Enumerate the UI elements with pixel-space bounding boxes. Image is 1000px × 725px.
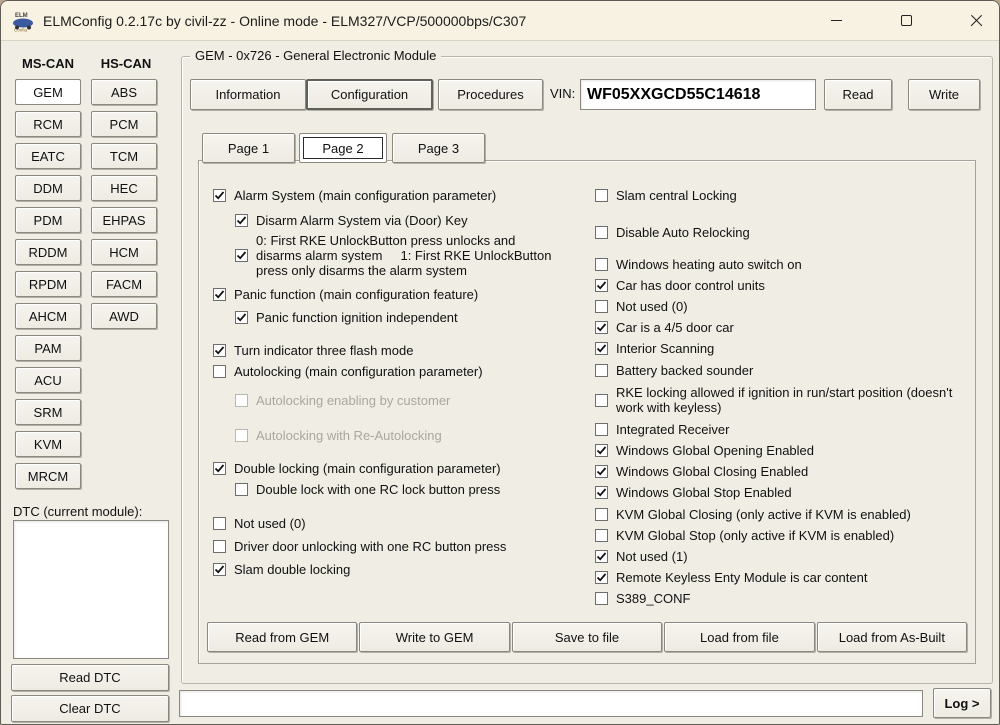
sidebar-module-hcm-button[interactable]: HCM — [91, 239, 157, 265]
checkbox-windows-global-stop-enabled[interactable] — [595, 486, 608, 499]
checkbox-turn-indicator-three-flash-mode[interactable] — [213, 344, 226, 357]
checkbox-driver-door-unlocking-with-one-rc-button-p[interactable] — [213, 540, 226, 553]
checkbox-row-double-lock-with-one-rc-lock-button-press — [235, 479, 569, 500]
checkbox-label-not-used-1: Not used (1) — [616, 549, 688, 564]
sidebar-module-rcm-button[interactable]: RCM — [15, 111, 81, 137]
sidebar-module-tcm-button[interactable]: TCM — [91, 143, 157, 169]
checkbox-row-slam-central-locking — [595, 185, 971, 206]
sidebar-module-facm-button[interactable]: FACM — [91, 271, 157, 297]
module-column-ms-can — [15, 79, 81, 495]
checkbox-label-double-locking-main-configuration-paramete: Double locking (main configuration parameter) — [234, 461, 501, 476]
sidebar-module-ddm-button[interactable]: DDM — [15, 175, 81, 201]
write-button[interactable]: Write — [908, 79, 980, 110]
checkbox-0-first-rke-unlockbutton-press-unlocks-and[interactable] — [235, 249, 248, 262]
checkbox-disarm-alarm-system-via-door-key[interactable] — [235, 214, 248, 227]
checkbox-remote-keyless-enty-module-is-car-content[interactable] — [595, 571, 608, 584]
checkbox-rke-locking-allowed-if-ignition-in-run-sta[interactable] — [595, 394, 608, 407]
checkbox-autolocking-enabling-by-customer — [235, 394, 248, 407]
checkbox-panic-function-main-configuration-feature[interactable] — [213, 288, 226, 301]
checkbox-row-windows-global-stop-enabled — [595, 482, 971, 503]
checkbox-autolocking-with-re-autolocking — [235, 429, 248, 442]
checkbox-label-interior-scanning: Interior Scanning — [616, 341, 715, 356]
checkbox-label-windows-global-closing-enabled: Windows Global Closing Enabled — [616, 464, 809, 479]
checkbox-label-0-first-rke-unlockbutton-press-unlocks-and: 0: First RKE UnlockButton press unlocks and disarms alarm system 1: First RKE UnlockButton press only disarms the alarm system — [256, 233, 552, 278]
checkbox-row-remote-keyless-enty-module-is-car-content — [595, 567, 971, 588]
window-title: ELMConfig 0.2.17c by civil-zz - Online mode - ELM327/VCP/500000bps/C307 — [43, 12, 527, 29]
checkbox-row-car-has-door-control-units — [595, 275, 971, 296]
checkbox-row-0-first-rke-unlockbutton-press-unlocks-and — [235, 233, 569, 278]
checkbox-kvm-global-closing-only-active-if-kvm-is-e[interactable] — [595, 508, 608, 521]
checkbox-row-turn-indicator-three-flash-mode — [213, 340, 569, 361]
checkbox-row-driver-door-unlocking-with-one-rc-button-p — [213, 536, 569, 557]
checkbox-car-has-door-control-units[interactable] — [595, 279, 608, 292]
checkbox-label-s389-conf: S389_CONF — [616, 591, 691, 606]
sidebar-module-awd-button[interactable]: AWD — [91, 303, 157, 329]
minimize-button[interactable] — [813, 1, 859, 40]
checkbox-row-battery-backed-sounder — [595, 360, 971, 381]
dtc-label: DTC (current module): — [13, 504, 143, 519]
page-button-page-1[interactable]: Page 1 — [202, 133, 295, 163]
checkbox-integrated-receiver[interactable] — [595, 423, 608, 436]
checkbox-disable-auto-relocking[interactable] — [595, 226, 608, 239]
close-button[interactable] — [953, 1, 999, 40]
sidebar-module-gem-button[interactable]: GEM — [15, 79, 81, 105]
checkbox-row-disarm-alarm-system-via-door-key — [235, 210, 569, 231]
checkbox-label-not-used-0: Not used (0) — [616, 299, 688, 314]
sidebar-module-pdm-button[interactable]: PDM — [15, 207, 81, 233]
checkbox-label-rke-locking-allowed-if-ignition-in-run-sta: RKE locking allowed if ignition in run/start position (doesn't work with keyless) — [616, 385, 953, 415]
sidebar-module-eatc-button[interactable]: EATC — [15, 143, 81, 169]
checkbox-column-left — [213, 185, 569, 580]
checkbox-panic-function-ignition-independent[interactable] — [235, 311, 248, 324]
checkbox-windows-heating-auto-switch-on[interactable] — [595, 258, 608, 271]
checkbox-battery-backed-sounder[interactable] — [595, 364, 608, 377]
checkbox-label-autolocking-main-configuration-parameter: Autolocking (main configuration parameter) — [234, 364, 483, 379]
tab-information[interactable]: Information — [190, 79, 306, 110]
page-button-page-3[interactable]: Page 3 — [392, 133, 485, 163]
checkbox-autolocking-main-configuration-parameter[interactable] — [213, 365, 226, 378]
load-from-as-built-button[interactable]: Load from As-Built — [817, 622, 967, 652]
svg-text:Config: Config — [14, 27, 28, 32]
checkbox-not-used-0[interactable] — [213, 517, 226, 530]
checkbox-column-right — [595, 185, 971, 609]
sidebar-module-pcm-button[interactable]: PCM — [91, 111, 157, 137]
focus-rectangle — [303, 137, 383, 159]
checkbox-row-not-used-0 — [213, 513, 569, 534]
maximize-icon — [901, 15, 912, 26]
checkbox-row-rke-locking-allowed-if-ignition-in-run-sta — [595, 385, 971, 415]
checkbox-row-windows-heating-auto-switch-on — [595, 254, 971, 275]
module-column-hs-can — [91, 79, 157, 495]
sidebar-module-rddm-button[interactable]: RDDM — [15, 239, 81, 265]
checkbox-car-is-a-4-5-door-car[interactable] — [595, 321, 608, 334]
checkbox-row-car-is-a-4-5-door-car — [595, 317, 971, 338]
checkbox-label-car-is-a-4-5-door-car: Car is a 4/5 door car — [616, 320, 734, 335]
checkbox-alarm-system-main-configuration-parameter[interactable] — [213, 189, 226, 202]
checkbox-row-s389-conf — [595, 588, 971, 609]
checkbox-label-alarm-system-main-configuration-parameter: Alarm System (main configuration parameter) — [234, 188, 497, 203]
checkbox-label-double-lock-with-one-rc-lock-button-press: Double lock with one RC lock button press — [256, 482, 501, 497]
app-logo-icon — [11, 10, 35, 32]
config-action-buttons — [207, 622, 967, 652]
checkbox-row-windows-global-opening-enabled — [595, 440, 971, 461]
checkbox-label-autolocking-enabling-by-customer: Autolocking enabling by customer — [256, 393, 451, 408]
checkbox-slam-central-locking[interactable] — [595, 189, 608, 202]
tab-procedures[interactable]: Procedures — [438, 79, 543, 110]
maximize-button[interactable] — [883, 1, 929, 40]
checkbox-label-kvm-global-closing-only-active-if-kvm-is-e: KVM Global Closing (only active if KVM is enabled) — [616, 507, 911, 522]
checkbox-label-slam-double-locking: Slam double locking — [234, 562, 351, 577]
checkbox-windows-global-opening-enabled[interactable] — [595, 444, 608, 457]
bus-header-hs-can: HS-CAN — [100, 56, 152, 71]
gem-groupbox — [181, 48, 993, 684]
checkbox-label-disarm-alarm-system-via-door-key: Disarm Alarm System via (Door) Key — [256, 213, 468, 228]
caption-button-group — [789, 1, 999, 40]
sidebar-module-srm-button[interactable]: SRM — [15, 399, 81, 425]
checkbox-label-driver-door-unlocking-with-one-rc-button-p: Driver door unlocking with one RC button press — [234, 539, 507, 554]
bus-column-headers — [13, 56, 171, 71]
checkbox-label-disable-auto-relocking: Disable Auto Relocking — [616, 225, 750, 240]
checkbox-not-used-1[interactable] — [595, 550, 608, 563]
checkbox-label-turn-indicator-three-flash-mode: Turn indicator three flash mode — [234, 343, 414, 358]
checkbox-row-panic-function-main-configuration-feature — [213, 284, 569, 305]
checkbox-row-windows-global-closing-enabled — [595, 461, 971, 482]
checkbox-row-autolocking-main-configuration-parameter — [213, 361, 569, 382]
checkbox-s389-conf[interactable] — [595, 592, 608, 605]
checkbox-label-autolocking-with-re-autolocking: Autolocking with Re-Autolocking — [256, 428, 442, 443]
sidebar-module-mrcm-button[interactable]: MRCM — [15, 463, 81, 489]
read-from-gem-button[interactable]: Read from GEM — [207, 622, 357, 652]
checkbox-label-windows-heating-auto-switch-on: Windows heating auto switch on — [616, 257, 802, 272]
log-toggle-button[interactable]: Log > — [933, 688, 991, 718]
checkbox-label-panic-function-ignition-independent: Panic function ignition independent — [256, 310, 458, 325]
checkbox-label-car-has-door-control-units: Car has door control units — [616, 278, 765, 293]
checkbox-row-integrated-receiver — [595, 419, 971, 440]
close-icon — [970, 14, 983, 27]
tab-configuration[interactable]: Configuration — [306, 79, 433, 110]
dtc-listbox[interactable] — [13, 520, 169, 659]
write-to-gem-button[interactable]: Write to GEM — [359, 622, 509, 652]
checkbox-row-not-used-1 — [595, 546, 971, 567]
checkbox-row-kvm-global-closing-only-active-if-kvm-is-e — [595, 504, 971, 525]
checkbox-label-integrated-receiver: Integrated Receiver — [616, 422, 730, 437]
sidebar-module-ehpas-button[interactable]: EHPAS — [91, 207, 157, 233]
page-button-page-2[interactable]: Page 2 — [299, 133, 387, 163]
checkbox-row-not-used-0 — [595, 296, 971, 317]
checkbox-row-double-locking-main-configuration-paramete — [213, 458, 569, 479]
checkbox-label-slam-central-locking: Slam central Locking — [616, 188, 737, 203]
clear-dtc-button[interactable]: Clear DTC — [11, 695, 169, 722]
checkbox-label-remote-keyless-enty-module-is-car-content: Remote Keyless Enty Module is car content — [616, 570, 868, 585]
checkbox-row-autolocking-with-re-autolocking — [235, 425, 569, 446]
checkbox-slam-double-locking[interactable] — [213, 563, 226, 576]
checkbox-label-not-used-0: Not used (0) — [234, 516, 306, 531]
checkbox-label-panic-function-main-configuration-feature: Panic function (main configuration feature) — [234, 287, 479, 302]
svg-text:ELM: ELM — [15, 12, 28, 19]
sidebar-module-rpdm-button[interactable]: RPDM — [15, 271, 81, 297]
checkbox-row-panic-function-ignition-independent — [235, 307, 569, 328]
sidebar-module-hec-button[interactable]: HEC — [91, 175, 157, 201]
checkbox-label-kvm-global-stop-only-active-if-kvm-is-enab: KVM Global Stop (only active if KVM is enabled) — [616, 528, 895, 543]
checkbox-label-windows-global-stop-enabled: Windows Global Stop Enabled — [616, 485, 792, 500]
read-button[interactable]: Read — [824, 79, 892, 110]
checkbox-row-interior-scanning — [595, 338, 971, 359]
sidebar-module-acu-button[interactable]: ACU — [15, 367, 81, 393]
checkbox-row-disable-auto-relocking — [595, 222, 971, 243]
sidebar-module-ahcm-button[interactable]: AHCM — [15, 303, 81, 329]
checkbox-label-windows-global-opening-enabled: Windows Global Opening Enabled — [616, 443, 815, 458]
checkbox-not-used-0[interactable] — [595, 300, 608, 313]
sidebar-module-kvm-button[interactable]: KVM — [15, 431, 81, 457]
title-bar — [1, 1, 999, 41]
checkbox-row-alarm-system-main-configuration-parameter — [213, 185, 569, 206]
checkbox-row-autolocking-enabling-by-customer — [235, 390, 569, 411]
gem-groupbox-title: GEM - 0x726 - General Electronic Module — [190, 48, 441, 63]
load-from-file-button[interactable]: Load from file — [664, 622, 814, 652]
sidebar-module-abs-button[interactable]: ABS — [91, 79, 157, 105]
sidebar-module-pam-button[interactable]: PAM — [15, 335, 81, 361]
minimize-icon — [831, 20, 842, 22]
bus-header-ms-can: MS-CAN — [22, 56, 74, 71]
checkbox-label-battery-backed-sounder: Battery backed sounder — [616, 363, 754, 378]
save-to-file-button[interactable]: Save to file — [512, 622, 662, 652]
checkbox-windows-global-closing-enabled[interactable] — [595, 465, 608, 478]
configuration-page-panel — [198, 160, 976, 664]
module-button-columns — [15, 79, 157, 495]
read-dtc-button[interactable]: Read DTC — [11, 664, 169, 691]
checkbox-double-lock-with-one-rc-lock-button-press[interactable] — [235, 483, 248, 496]
vin-input[interactable] — [580, 79, 816, 110]
log-input[interactable] — [179, 690, 923, 717]
checkbox-interior-scanning[interactable] — [595, 342, 608, 355]
checkbox-row-kvm-global-stop-only-active-if-kvm-is-enab — [595, 525, 971, 546]
checkbox-kvm-global-stop-only-active-if-kvm-is-enab[interactable] — [595, 529, 608, 542]
checkbox-row-slam-double-locking — [213, 559, 569, 580]
checkbox-double-locking-main-configuration-paramete[interactable] — [213, 462, 226, 475]
vin-label: VIN: — [550, 86, 576, 101]
